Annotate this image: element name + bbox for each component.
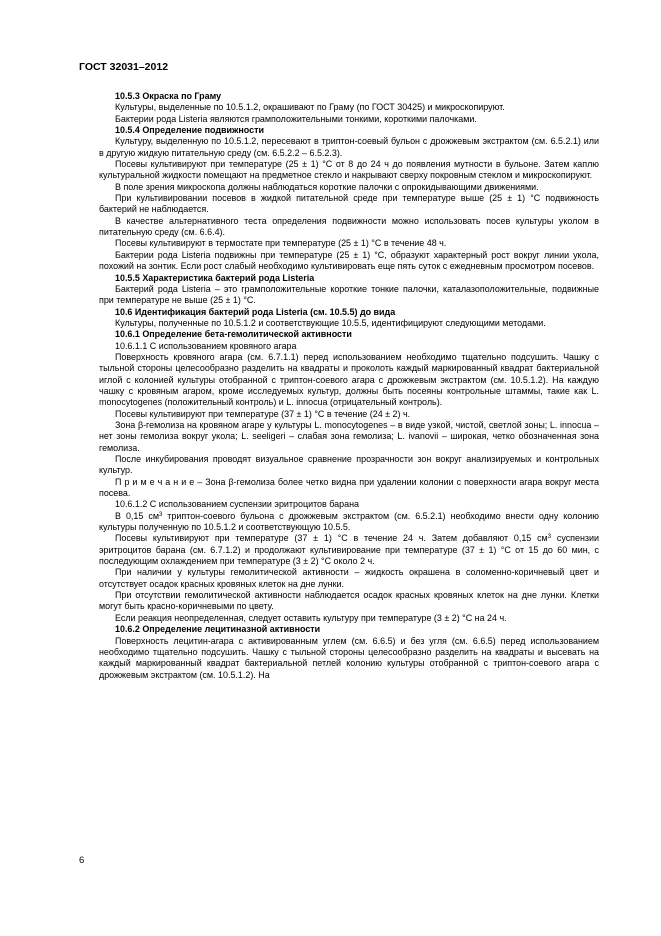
superscript: 3 [158,511,163,518]
text-run: Бактерий рода [115,283,182,294]
paragraph [99,114,599,125]
paragraph: Культуры, полученные по 10.5.1.2 и соответствующие 10.5.5, идентифицируют следующими методами. [115,317,546,328]
text-run: являются грамположительными тонкими, короткими палочками. [207,113,477,124]
text-run: Бактерии рода [115,249,182,260]
paragraph: Зона β-гемолиза на кровяном агаре у культуры L. monocytogenes – в виде узкой, чистой, светлой зоны; L. innocua – нет зоны гемолиза вокруг укола; L. seeligeri – слабая зона гемолиза; L. ivanovii – широкая, четко обозначенная зона гемолиза. [99,419,599,453]
paragraph: Поверхность лецитин-агара с активированным углем (см. 6.6.5) и без угля (см. 6.6.5) перед использованием необходимо тщательно подсушить. Чашку с тыльной стороны целесообразно разделить на квадраты и высевать на каждый маркированный квадрат бактериальной петлей колонию культуры отобранной с триптон-соевого агара с дрожжевым экстрактом (см. 10.5.1.2). На [99,635,599,680]
paragraph [99,533,599,567]
paragraph [99,511,599,534]
paragraph [99,250,599,273]
paragraph: В качестве альтернативного теста определения подвижности можно использовать посев культуры уколом в питательную среду (см. 6.6.4). [99,215,599,238]
section-heading-10-5-5: 10.5.5 Характеристика бактерий рода Listeria [115,272,315,283]
subsection-heading-10-6-1-1: 10.6.1.1 С использованием кровяного агара [115,340,297,351]
section-heading-10-6: 10.6 Идентификация бактерий рода Listeria (см. 10.5.5) до вида [115,306,396,317]
paragraph: После инкубирования проводят визуальное сравнение прозрачности зон вокруг анализируемых и контрольных культур. [99,454,599,476]
paragraph [99,284,599,307]
note-label: П р и м е ч а н и е [115,476,195,487]
paragraph: Культуру, выделенную по 10.5.1.2, пересевают в триптон-соевый бульон с дрожжевым экстрактом (см. 6.5.2.1) или в другую жидкую питательную среду (см. 6.5.2.2 – 6.5.2.3). [99,136,599,158]
subsection-heading-10-6-1-2: 10.6.1.2 С использованием суспензии эритроцитов барана [115,499,359,510]
genus-name: Listeria [178,113,208,124]
genus-name: Listeria [181,249,211,260]
paragraph: Посевы культивируют в термостате при температуре (25 ± 1) °С в течение 48 ч. [115,238,447,249]
section-heading-10-5-4: 10.5.4 Определение подвижности [115,125,264,136]
text-run: триптон-соевого бульона с дрожжевым экстрактом (см. 6.5.2.1) необходимо внести одну колонию культуры полученную по 10.5.1.2 и соответствующую 10.5.5. [99,510,599,533]
document-header: ГОСТ 32031–2012 [79,61,169,73]
paragraph: Культуры, выделенные по 10.5.1.2, окрашивают по Граму (по ГОСТ 30425) и микроскопируют. [115,102,505,113]
paragraph: При культивировании посевов в жидкой питательной среде при температуре выше (25 ± 1) °С подвижность бактерий не наблюдается. [99,193,599,215]
text-run: Посевы культивируют при температуре (37 ± 1) °С в течение 24 ч. Затем добавляют 0,15 см [115,533,548,544]
paragraph: Посевы культивируют при температуре (25 ± 1) °С от 8 до 24 ч до появления мутности в бульоне. Затем каплю культуральной жидкости помещают на предметное стекло и накрывают сверху покровным стеклом и микроскопируют. [99,159,599,181]
section-heading-10-5-3: 10.5.3 Окраска по Граму [115,91,222,101]
paragraph: При отсутствии гемолитической активности наблюдается осадок красных кровяных клеток на дне лунки. Клетки могут быть красно-коричневыми по цвету. [99,590,599,612]
genus-name: Listeria [181,283,211,294]
text-run: В 0,15 см [115,510,159,521]
paragraph: В поле зрения микроскопа должны наблюдаться короткие палочки с опрокидывающими движениями. [115,181,539,192]
note-text: – Зона β-гемолиза более четко видна при удалении колонии с поверхности агара вокруг места посева. [99,476,599,499]
text-run: – это грамположительные короткие тонкие палочки, каталазоположительные, подвижные при температуре не выше (25 ± 1) °С. [99,283,599,306]
paragraph: Посевы культивируют при температуре (37 ± 1) °С в течение (24 ± 2) ч. [115,408,411,419]
section-heading-10-6-2: 10.6.2 Определение лецитиназной активности [115,624,321,635]
text-run: суспензии эритроцитов барана (см. 6.7.1.2) и продолжают культивирование при температуре (37 ± 1) °С от 15 до 60 мин, с последующим охлаждением при температуре (3 ± 2) °С около 2 ч. [99,533,599,567]
paragraph: Если реакция неопределенная, следует оставить культуру при температуре (3 ± 2) °С на 24 ч. [115,612,507,623]
note-paragraph [99,477,599,500]
paragraph: Поверхность кровяного агара (см. 6.7.1.1) перед использованием необходимо тщательно подсушить. Чашку с тыльной стороны целесообразно разделить на квадраты и проколоть каждый маркированный квадрат бактериальной иглой с колонией культуры отобранной с триптон-соевого агара с дрожжевым экстрактом (см. 10.5.1.2). На каждую чашку с кровяным агаром, кроме исследуемых культур, должны быть посеяны контрольные штаммы, такие как L. monocytogenes (положительный контроль) и L. innocua (отрицательный контроль). [99,351,599,408]
section-heading-10-6-1: 10.6.1 Определение бета-гемолитической активности [115,329,352,340]
page-number: 6 [79,855,85,866]
text-run: подвижны при температуре (25 ± 1) °С, образуют характерный рост вокруг линии укола, похожий на зонтик. Если рост слабый необходимо культивировать еще пять суток с ежедневным просмотром посевов. [99,249,599,272]
text-run: Бактерии рода [115,113,179,124]
document-body [99,91,599,681]
superscript: 3 [547,534,552,541]
paragraph: При наличии у культуры гемолитической активности – жидкость окрашена в соломенно-коричневый цвет и отсутствует осадок красных кровяных клеток на дне лунки. [99,567,599,589]
